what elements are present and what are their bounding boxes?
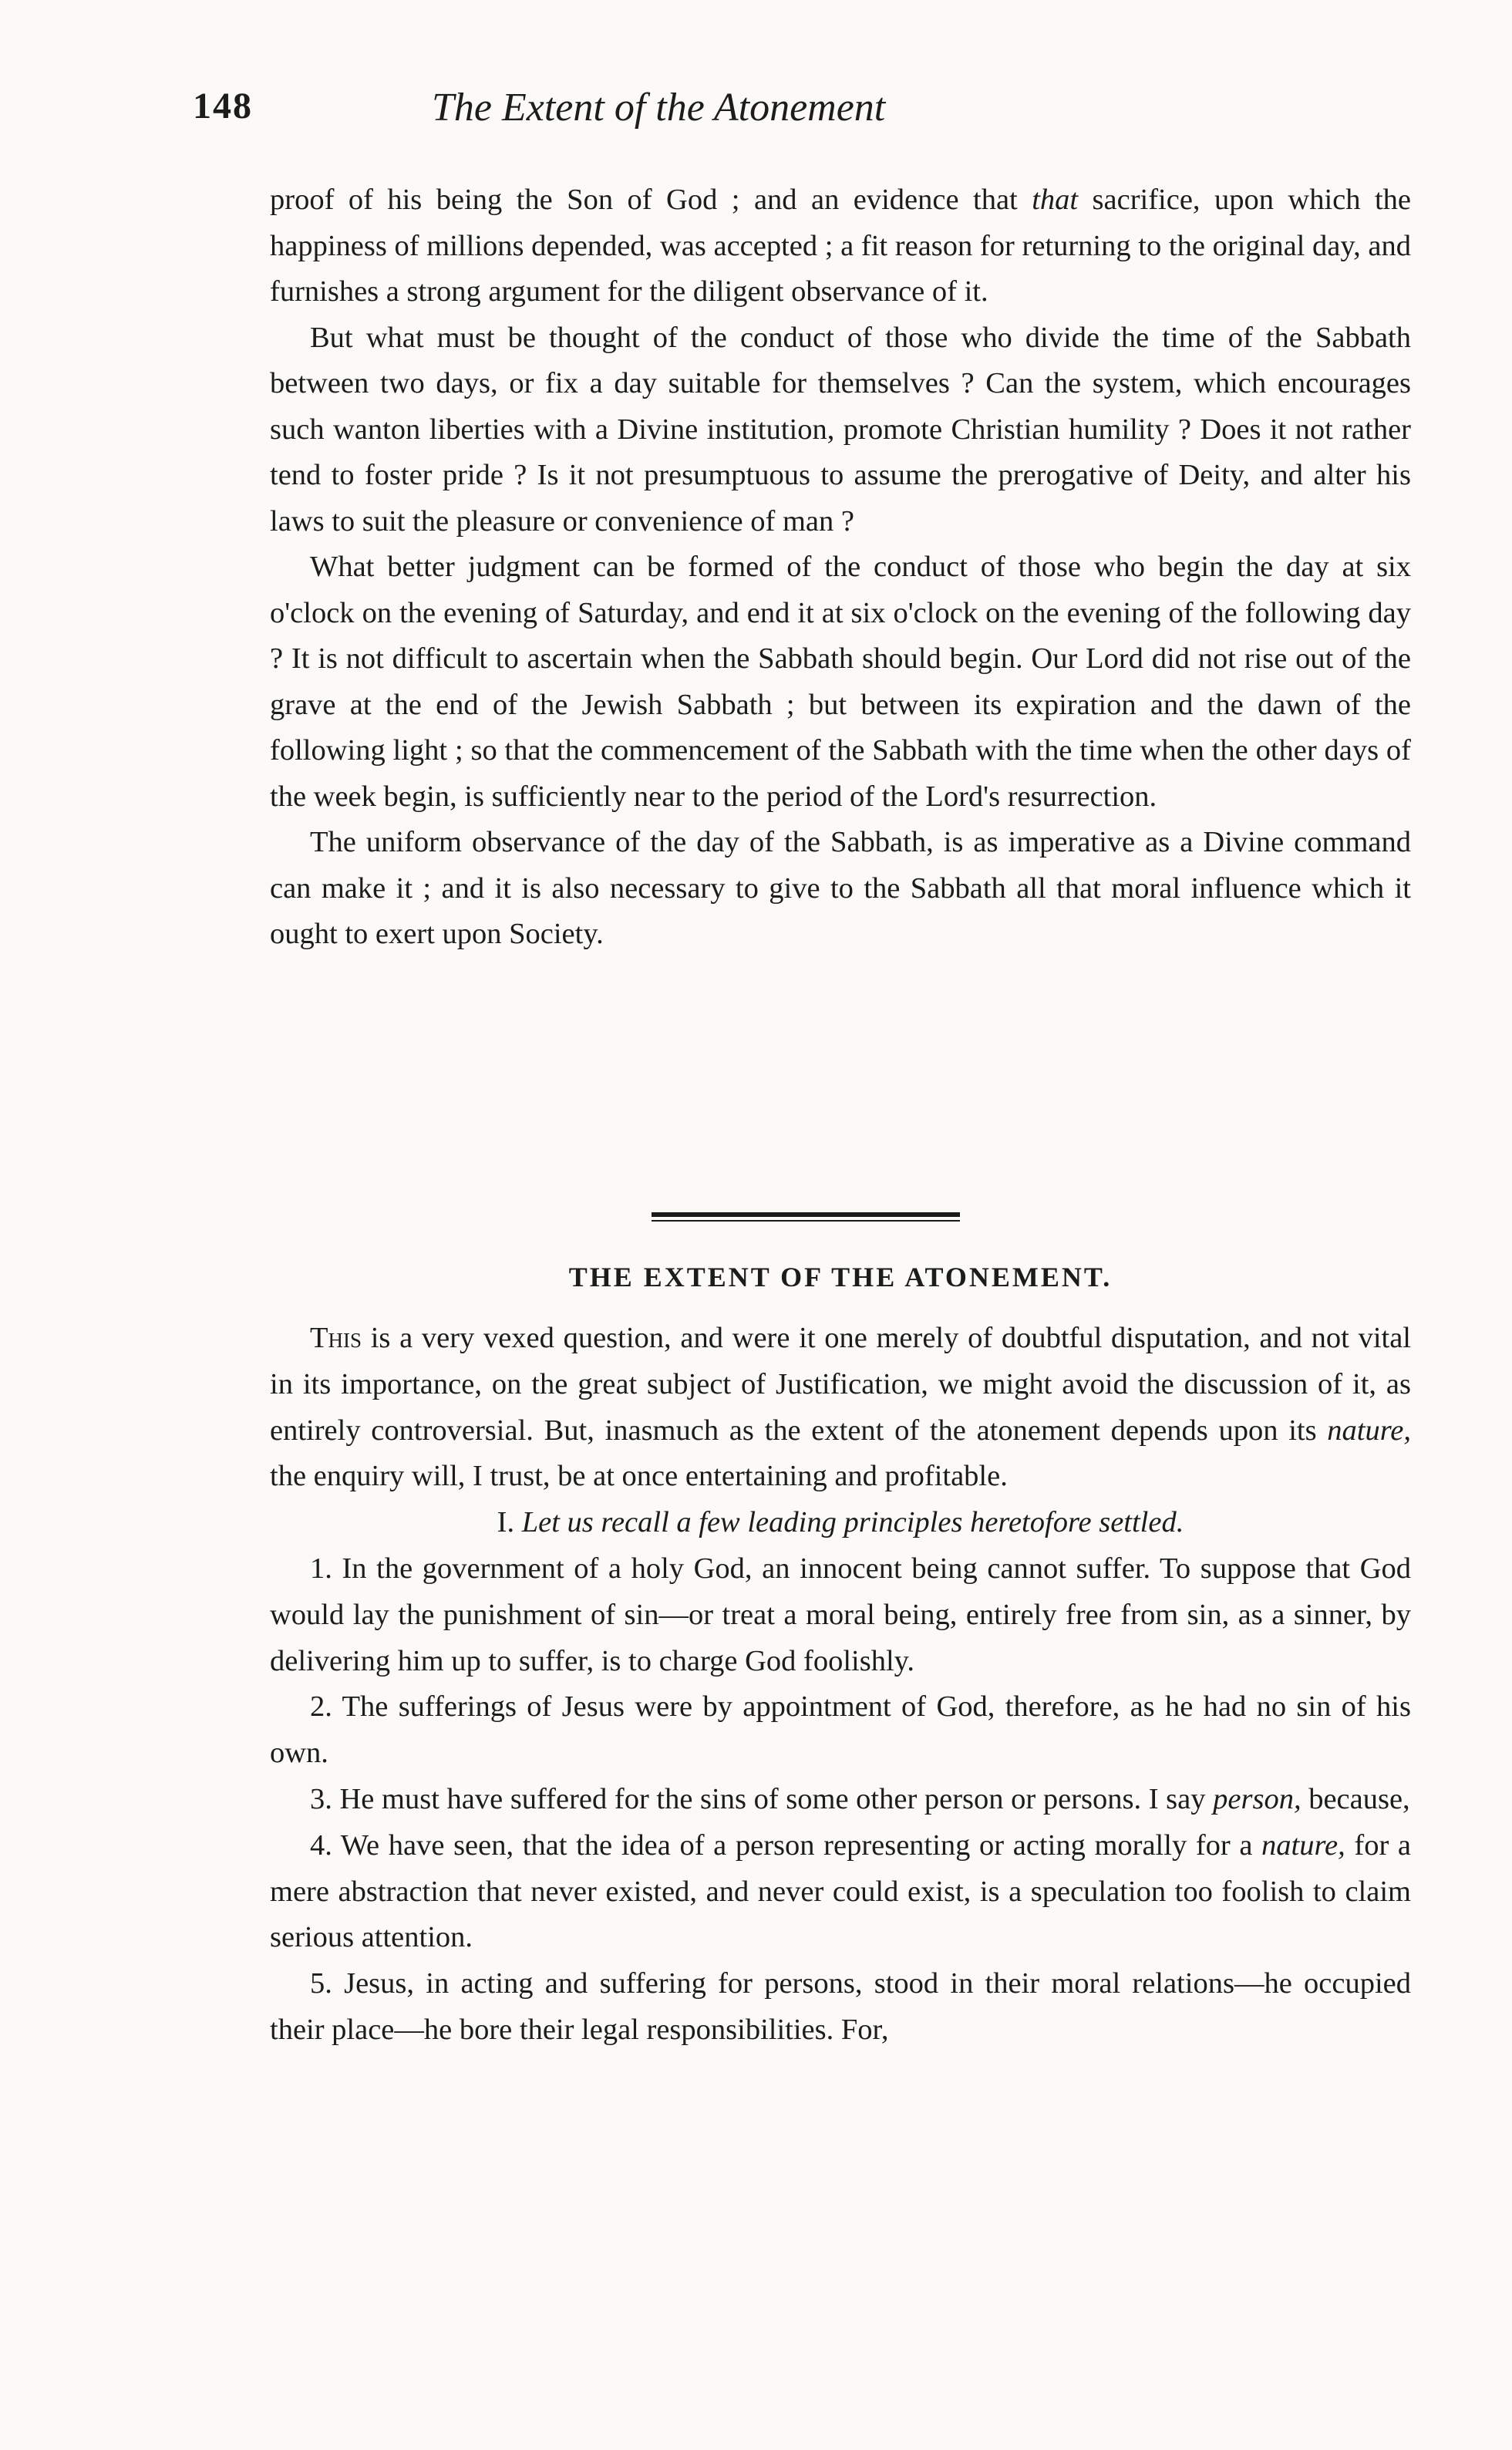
running-head: The Extent of the Atonement <box>432 86 886 130</box>
text-run: proof of his being the Son of God ; and an evidence that <box>270 184 1032 216</box>
paragraph <box>270 820 1411 958</box>
subheading <box>270 1500 1411 1546</box>
intro-rest <box>270 1322 1411 1492</box>
numbered-item <box>270 1684 1411 1777</box>
text-run: 1. In the government of a holy God, an innocent being cannot suffer. To suppose that God would lay the punishment of sin—or treat a moral being, entirely free from sin, as a sinner, by delivering him up to suffer, is to charge God foolishly. <box>270 1552 1411 1677</box>
previous-article-text <box>270 177 1411 958</box>
italic-text: that <box>1032 184 1079 216</box>
numbered-item <box>270 1777 1411 1823</box>
text-run: 3. He must have suffered for the sins of some other person or persons. I say <box>310 1782 1214 1815</box>
subheading-numeral: I. <box>497 1506 515 1539</box>
text-run: is a very vexed question, and were it one merely of doubtful disputation, and not vital in its importance, on the great subject of Justification, we might avoid the discussion of it, as entirely controversial. But, inasmuch as the extent of the atonement depends upon its <box>270 1322 1411 1447</box>
text-run: What better judgment can be formed of the conduct of those who begin the day at six o'clock on the evening of Saturday, and end it at six o'clock on the evening of the following day ? It is not difficult to ascertain when the Sabbath should begin. Our Lord did not rise out of the grave at the end of the Jewish Sabbath ; but between its expiration and the dawn of the following light ; so that the commencement of the Sabbath with the time when the other days of the week begin, is sufficiently near to the period of the Lord's resurrection. <box>270 551 1411 813</box>
section-title: THE EXTENT OF THE ATONEMENT. <box>568 1262 1113 1292</box>
text-run: because, <box>1301 1782 1410 1815</box>
text-run: But what must be thought of the conduct of those who divide the time of the Sabbath between two days, or fix a day suitable for themselves ? Can the system, which encourages such wanton liberties with a Divine institution, promote Christian humility ? Does it not rather tend to foster pride ? Is it not presumptuous to assume the prerogative of Deity, and alter his laws to suit the pleasure or convenience of man ? <box>270 321 1411 538</box>
numbered-item <box>270 1823 1411 1961</box>
italic-text: nature, <box>1327 1414 1411 1447</box>
paragraph <box>270 177 1411 315</box>
divider-thick-line <box>652 1212 960 1217</box>
text-run: 4. We have seen, that the idea of a person representing or acting morally for a <box>310 1828 1262 1862</box>
page-number: 148 <box>193 86 253 126</box>
italic-text: nature, <box>1261 1828 1345 1862</box>
section-text <box>270 1316 1411 2054</box>
numbered-item <box>270 1546 1411 1684</box>
paragraph <box>270 544 1411 820</box>
divider-thin-line <box>652 1220 960 1222</box>
text-run: 5. Jesus, in acting and suffering for persons, stood in their moral relations—he occupied their place—he bore their legal responsibilities. For, <box>270 1967 1411 2046</box>
subheading-text: Let us recall a few leading principles heretofore settled. <box>521 1506 1184 1539</box>
section-divider-rule <box>652 1212 960 1223</box>
page-header <box>185 85 1342 147</box>
paragraph <box>270 315 1411 545</box>
numbered-item <box>270 1961 1411 2054</box>
intro-paragraph <box>270 1316 1411 1500</box>
italic-text: person, <box>1213 1782 1302 1815</box>
text-run: the enquiry will, I trust, be at once entertaining and profitable. <box>270 1460 1008 1493</box>
intro-first-word: This <box>310 1322 362 1354</box>
text-run: 2. The sufferings of Jesus were by appointment of God, therefore, as he had no sin of his own. <box>270 1690 1411 1770</box>
text-run: The uniform observance of the day of the Sabbath, is as imperative as a Divine command can make it ; and it is also necessary to give to the Sabbath all that moral influence which it ought to exert upon Society. <box>270 826 1411 950</box>
text-run: sacrifice, upon which the happiness of millions depended, was accepted ; a fit reason for returning to the original day, and furnishes a strong argument for the diligent observance of it. <box>270 184 1411 308</box>
text-run: for a mere abstraction that never existed, and never could exist, is a speculation too foolish to claim serious attention. <box>270 1828 1411 1954</box>
